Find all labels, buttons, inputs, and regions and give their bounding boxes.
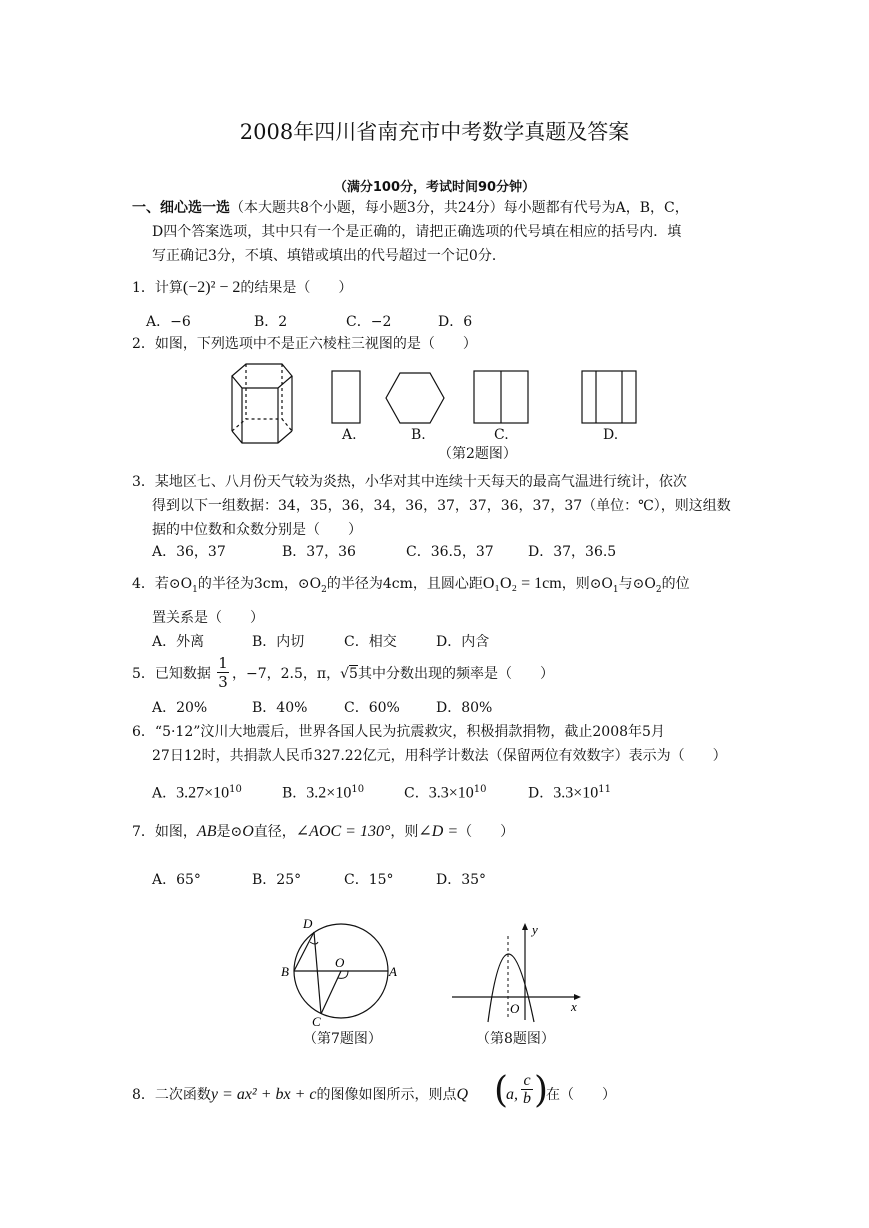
- fig7-label-d: D: [303, 916, 313, 931]
- q5-option-b: B．40%: [252, 700, 308, 716]
- q4-option-b: B．内切: [252, 634, 305, 650]
- q6-b-label: B．: [282, 785, 307, 802]
- q8-frac-num: c: [523, 1072, 531, 1089]
- q8-point-q: Q: [456, 1086, 469, 1103]
- fig8-label-y: y: [532, 922, 538, 937]
- q8-expression: y = ax² + bx + c: [210, 1086, 317, 1103]
- q6-a-label: A．: [152, 785, 177, 802]
- q4-line1: [132, 574, 690, 600]
- q4-distance: O₁O₂ = 1cm: [482, 575, 562, 592]
- q6-d-base: 3.3×10: [553, 784, 599, 802]
- q1-option-b: B．2: [254, 314, 288, 330]
- q6-d-label: D．: [528, 785, 554, 802]
- fig7-caption: （第7题图）: [303, 1031, 382, 1047]
- q7-mid1: 是⊙: [216, 824, 243, 840]
- q4-sub4: 2: [655, 584, 662, 595]
- q7-mid2: 直径，: [253, 824, 296, 840]
- q7-ab: AB: [196, 823, 217, 840]
- fig2-caption: （第2题图）: [438, 446, 517, 462]
- q5-fraction: [216, 654, 230, 691]
- q7-o: O: [242, 823, 254, 840]
- fig7-label-a: A: [389, 964, 397, 979]
- q6-b-base: 3.2×10: [306, 784, 352, 802]
- page-title: 2008年四川省南充市中考数学真题及答案: [239, 120, 630, 144]
- q8-fraction: [521, 1072, 533, 1107]
- q4-sub2: 2: [321, 584, 327, 595]
- q4-part-f: 的位: [661, 576, 690, 592]
- q5-frac-den: 3: [218, 673, 228, 691]
- q3-option-a: A．36，37: [152, 544, 226, 560]
- section-line3: 写正确记3分，不填、填错或填出的代号超过一个记0分．: [152, 248, 506, 264]
- q3-line1: 3．某地区七、八月份天气较为炎热，小华对其中连续十天每天的最高气温进行统计，依次: [132, 474, 687, 490]
- hexagonal-prism-figure: [232, 364, 292, 443]
- fig2-label-b: B.: [411, 427, 426, 443]
- q3-option-c: C．36.5，37: [406, 544, 494, 560]
- q7-option-d: D．35°: [436, 872, 487, 888]
- q8-prefix: 8．二次函数: [132, 1087, 211, 1103]
- fig2-label-c: C.: [494, 427, 509, 443]
- section-line1: （本大题共8个小题，每小题3分，共24分）每小题都有代号为A，B，C，: [230, 200, 689, 216]
- q4-sub3: 1: [612, 584, 619, 595]
- q6-option-b: [282, 780, 364, 804]
- q7-angle-d: ∠D =: [418, 823, 459, 840]
- fig8-label-x: x: [571, 999, 577, 1014]
- q3-option-b: B．37，36: [282, 544, 356, 560]
- q4-part-c: 的半径为4cm，且圆心距: [326, 576, 483, 592]
- fig7-label-o: O: [335, 955, 345, 970]
- exam-info: （满分100分，考试时间90分钟）: [333, 180, 536, 195]
- chord-db: [294, 932, 314, 971]
- q6-a-exp: 10: [229, 784, 242, 795]
- q6-d-exp: 11: [598, 784, 611, 795]
- q5-sqrt-value: 5: [349, 666, 358, 682]
- fig2-label-a: A.: [342, 427, 357, 443]
- y-axis-arrow-icon: [522, 923, 528, 930]
- q4-part-a: 4．若⊙O: [132, 576, 193, 592]
- q6-option-c: [404, 780, 486, 804]
- section-heading: 一、细心选一选: [132, 200, 230, 216]
- q5-option-a: A．20%: [152, 700, 208, 716]
- q8-frac-den: b: [523, 1090, 531, 1107]
- q4-option-a: A．外离: [152, 634, 205, 650]
- q7-tail: （ ）: [458, 824, 515, 840]
- q6-option-a: [152, 780, 242, 804]
- q3-option-d: D．37，36.5: [528, 544, 617, 560]
- figure-2: [222, 356, 652, 462]
- q5-tail: 其中分数出现的频率是（ ）: [357, 666, 554, 682]
- q5-frac-num: 1: [218, 654, 228, 672]
- q7-prefix: 7．如图，: [132, 824, 197, 840]
- q7-option-c: C．15°: [344, 872, 394, 888]
- q6-b-exp: 10: [351, 784, 365, 795]
- q4-part-e: 与⊙O: [618, 576, 656, 592]
- q6-a-base: 3.27×10: [176, 784, 230, 802]
- option-b-figure: [386, 373, 444, 423]
- q4-part-d: ，则⊙O: [561, 576, 613, 592]
- option-c-figure: [474, 371, 528, 423]
- q1-option-a: A．−6: [146, 314, 191, 330]
- question-2: 2．如图，下列选项中不是正六棱柱三视图的是（ ）: [132, 336, 477, 352]
- option-a-figure: [332, 371, 360, 423]
- q6-c-label: C．: [404, 785, 429, 802]
- q5-option-d: D．80%: [436, 700, 493, 716]
- q1-tail: 的结果是（ ）: [240, 280, 353, 296]
- q1-expression: (−2)² − 2: [182, 279, 241, 296]
- q8-coord-a: a,: [506, 1086, 518, 1103]
- q5-values: [232, 664, 554, 684]
- section-intro: [132, 198, 689, 218]
- q6-option-d: [528, 780, 611, 804]
- q7-mid3: ，则: [390, 824, 419, 840]
- q7-option-a: A．65°: [152, 872, 201, 888]
- option-d-figure: [582, 371, 636, 423]
- question-7: [132, 822, 514, 842]
- figure-7: [276, 910, 406, 1030]
- question-8: [132, 1085, 468, 1105]
- q8-left-paren: (: [494, 1070, 509, 1111]
- q5-option-c: C．60%: [344, 700, 400, 716]
- q7-angle: ∠AOC = 130°: [295, 823, 391, 840]
- question-1: [132, 278, 352, 298]
- radius-oc: [321, 971, 341, 1014]
- q4-sub1: 1: [192, 584, 198, 595]
- q6-c-base: 3.3×10: [428, 784, 474, 802]
- q1-option-c: C．−2: [346, 314, 392, 330]
- fig7-label-b: B: [281, 964, 289, 979]
- sqrt-icon: √: [340, 666, 350, 682]
- figure-8: [450, 916, 585, 1026]
- q5-prefix: 5．已知数据: [132, 666, 211, 682]
- q6-line2: 27日12时，共捐款人民币327.22亿元，用科学计数法（保留两位有效数字）表示为（ ）: [152, 748, 727, 764]
- q4-option-c: C．相交: [344, 634, 397, 650]
- fig2-label-d: D.: [603, 427, 619, 443]
- fig7-label-c: C: [312, 1014, 321, 1029]
- q5-vals: ，−7，2.5，π，: [232, 666, 341, 682]
- q3-line2: 得到以下一组数据：34，35，36，34，36，37，37，36，37，37（单位：℃），则这组数: [152, 498, 731, 514]
- angle-d-arc: [310, 942, 318, 944]
- q8-tail: 在（ ）: [546, 1087, 616, 1103]
- q7-option-b: B．25°: [252, 872, 302, 888]
- q1-option-d: D．6: [438, 314, 473, 330]
- q8-right-paren: ): [534, 1070, 549, 1111]
- q6-line1: 6．“5·12”汶川大地震后，世界各国人民为抗震救灾，积极捐款捐物，截止2008年5月: [132, 724, 665, 740]
- q8-mid: 的图像如图所示，则点: [316, 1087, 457, 1103]
- q6-c-exp: 10: [473, 784, 487, 795]
- q4-part-b: 的半径为3cm，⊙O: [197, 576, 322, 592]
- q1-prefix: 1．计算: [132, 280, 183, 296]
- q4-line2: 置关系是（ ）: [152, 610, 264, 626]
- q4-option-d: D．内含: [436, 634, 490, 650]
- section-line2: D四个答案选项，其中只有一个是正确的，请把正确选项的代号填在相应的括号内．填: [152, 224, 682, 240]
- q3-line3: 据的中位数和众数分别是（ ）: [152, 522, 362, 538]
- fig8-caption: （第8题图）: [476, 1031, 555, 1047]
- fig8-label-o: O: [510, 1001, 520, 1016]
